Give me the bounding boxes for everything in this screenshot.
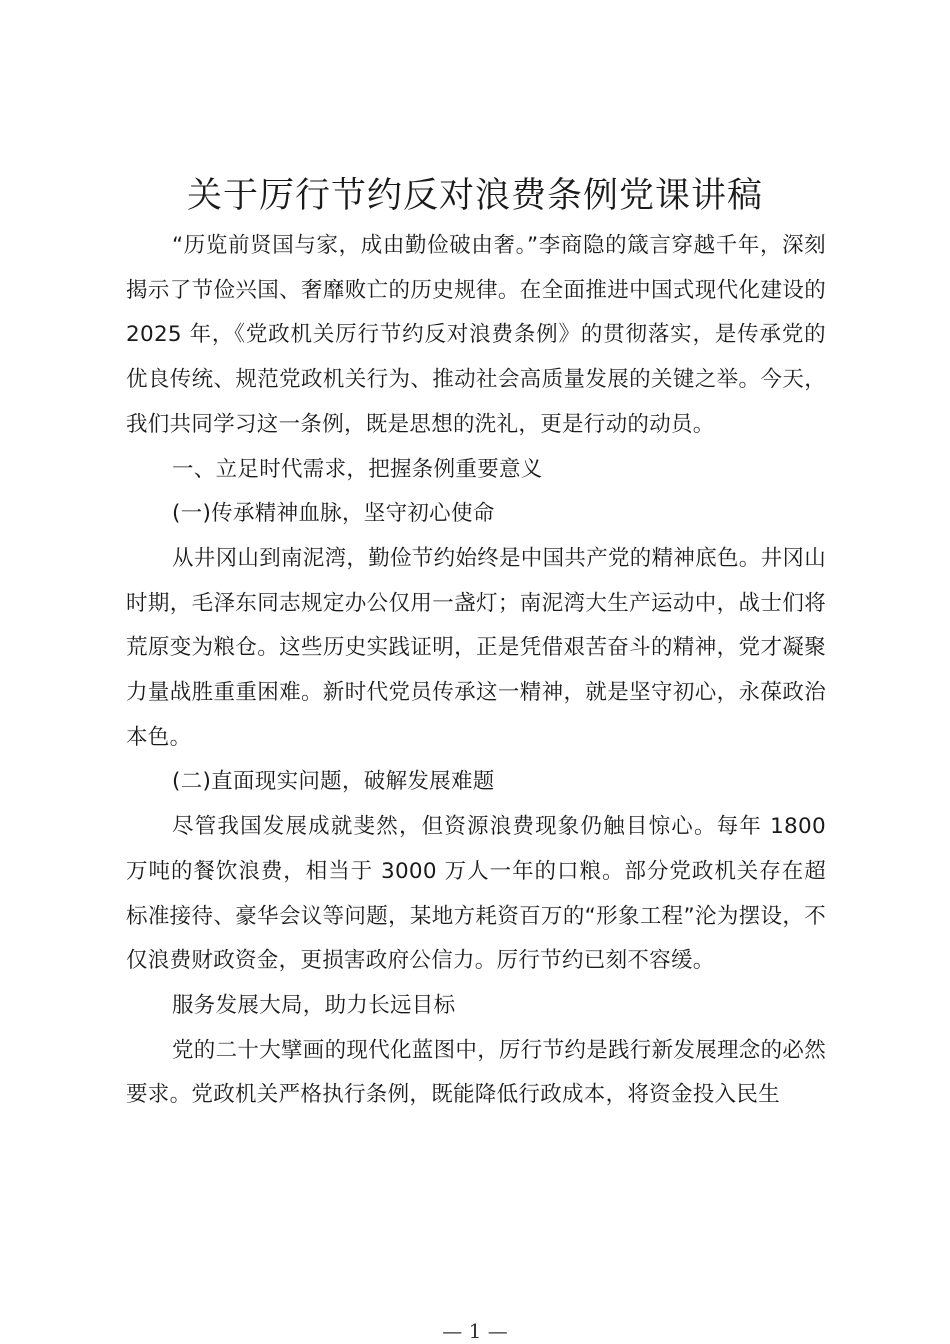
subsection-1-paragraph: 从井冈山到南泥湾，勤俭节约始终是中国共产党的精神底色。井冈山时期，毛泽东同志规定办公仅用一盏灯；南泥湾大生产运动中，战士们将荒原变为粮仓。这些历史实践证明，正是凭借艰苦奋斗的精神，党才凝聚力量战胜重重困难。新时代党员传承这一精神，就是坚守初心，永葆政治本色。 bbox=[126, 545, 827, 750]
subsection-heading-2: (二)直面现实问题，破解发展难题 bbox=[172, 769, 495, 795]
document-title: 关于厉行节约反对浪费条例党课讲稿 bbox=[186, 176, 763, 216]
subsection-2-paragraph: 尽管我国发展成就斐然，但资源浪费现象仍触目惊心。每年 1800 万吨的餐饮浪费，相当于 3000 万人一年的口粮。部分党政机关存在超标准接待、豪华会议等问题，某地方耗资百万的“形象工程”沦为摆设，不仅浪费财政资金，更损害政府公信力。厉行节约已刻不容缓。 bbox=[126, 814, 826, 974]
section-heading-1: 一、立足时代需求，把握条例重要意义 bbox=[172, 456, 543, 482]
document-body bbox=[126, 224, 826, 1118]
subsection-heading-1: (一)传承精神血脉，坚守初心使命 bbox=[172, 501, 495, 527]
intro-paragraph: “历览前贤国与家，成由勤俭破由奢。”李商隐的箴言穿越千年，深刻揭示了节俭兴国、奢靡败亡的历史规律。在全面推进中国式现代化建设的 2025 年，《党政机关厉行节约反对浪费条例》的贯彻落实，是传承党的优良传统、规范党政机关行为、推动社会高质量发展的关键之举。今天，我们共同学习这一条例，既是思想的洗礼，更是行动的动员。 bbox=[126, 233, 826, 437]
subsection-3-paragraph: 党的二十大擘画的现代化蓝图中，厉行节约是践行新发展理念的必然要求。党政机关严格执行条例，既能降低行政成本，将资金投入民生 bbox=[126, 1037, 827, 1108]
subsection-heading-3: 服务发展大局，助力长远目标 bbox=[172, 992, 456, 1018]
page-number: — 1 — bbox=[442, 1319, 508, 1343]
